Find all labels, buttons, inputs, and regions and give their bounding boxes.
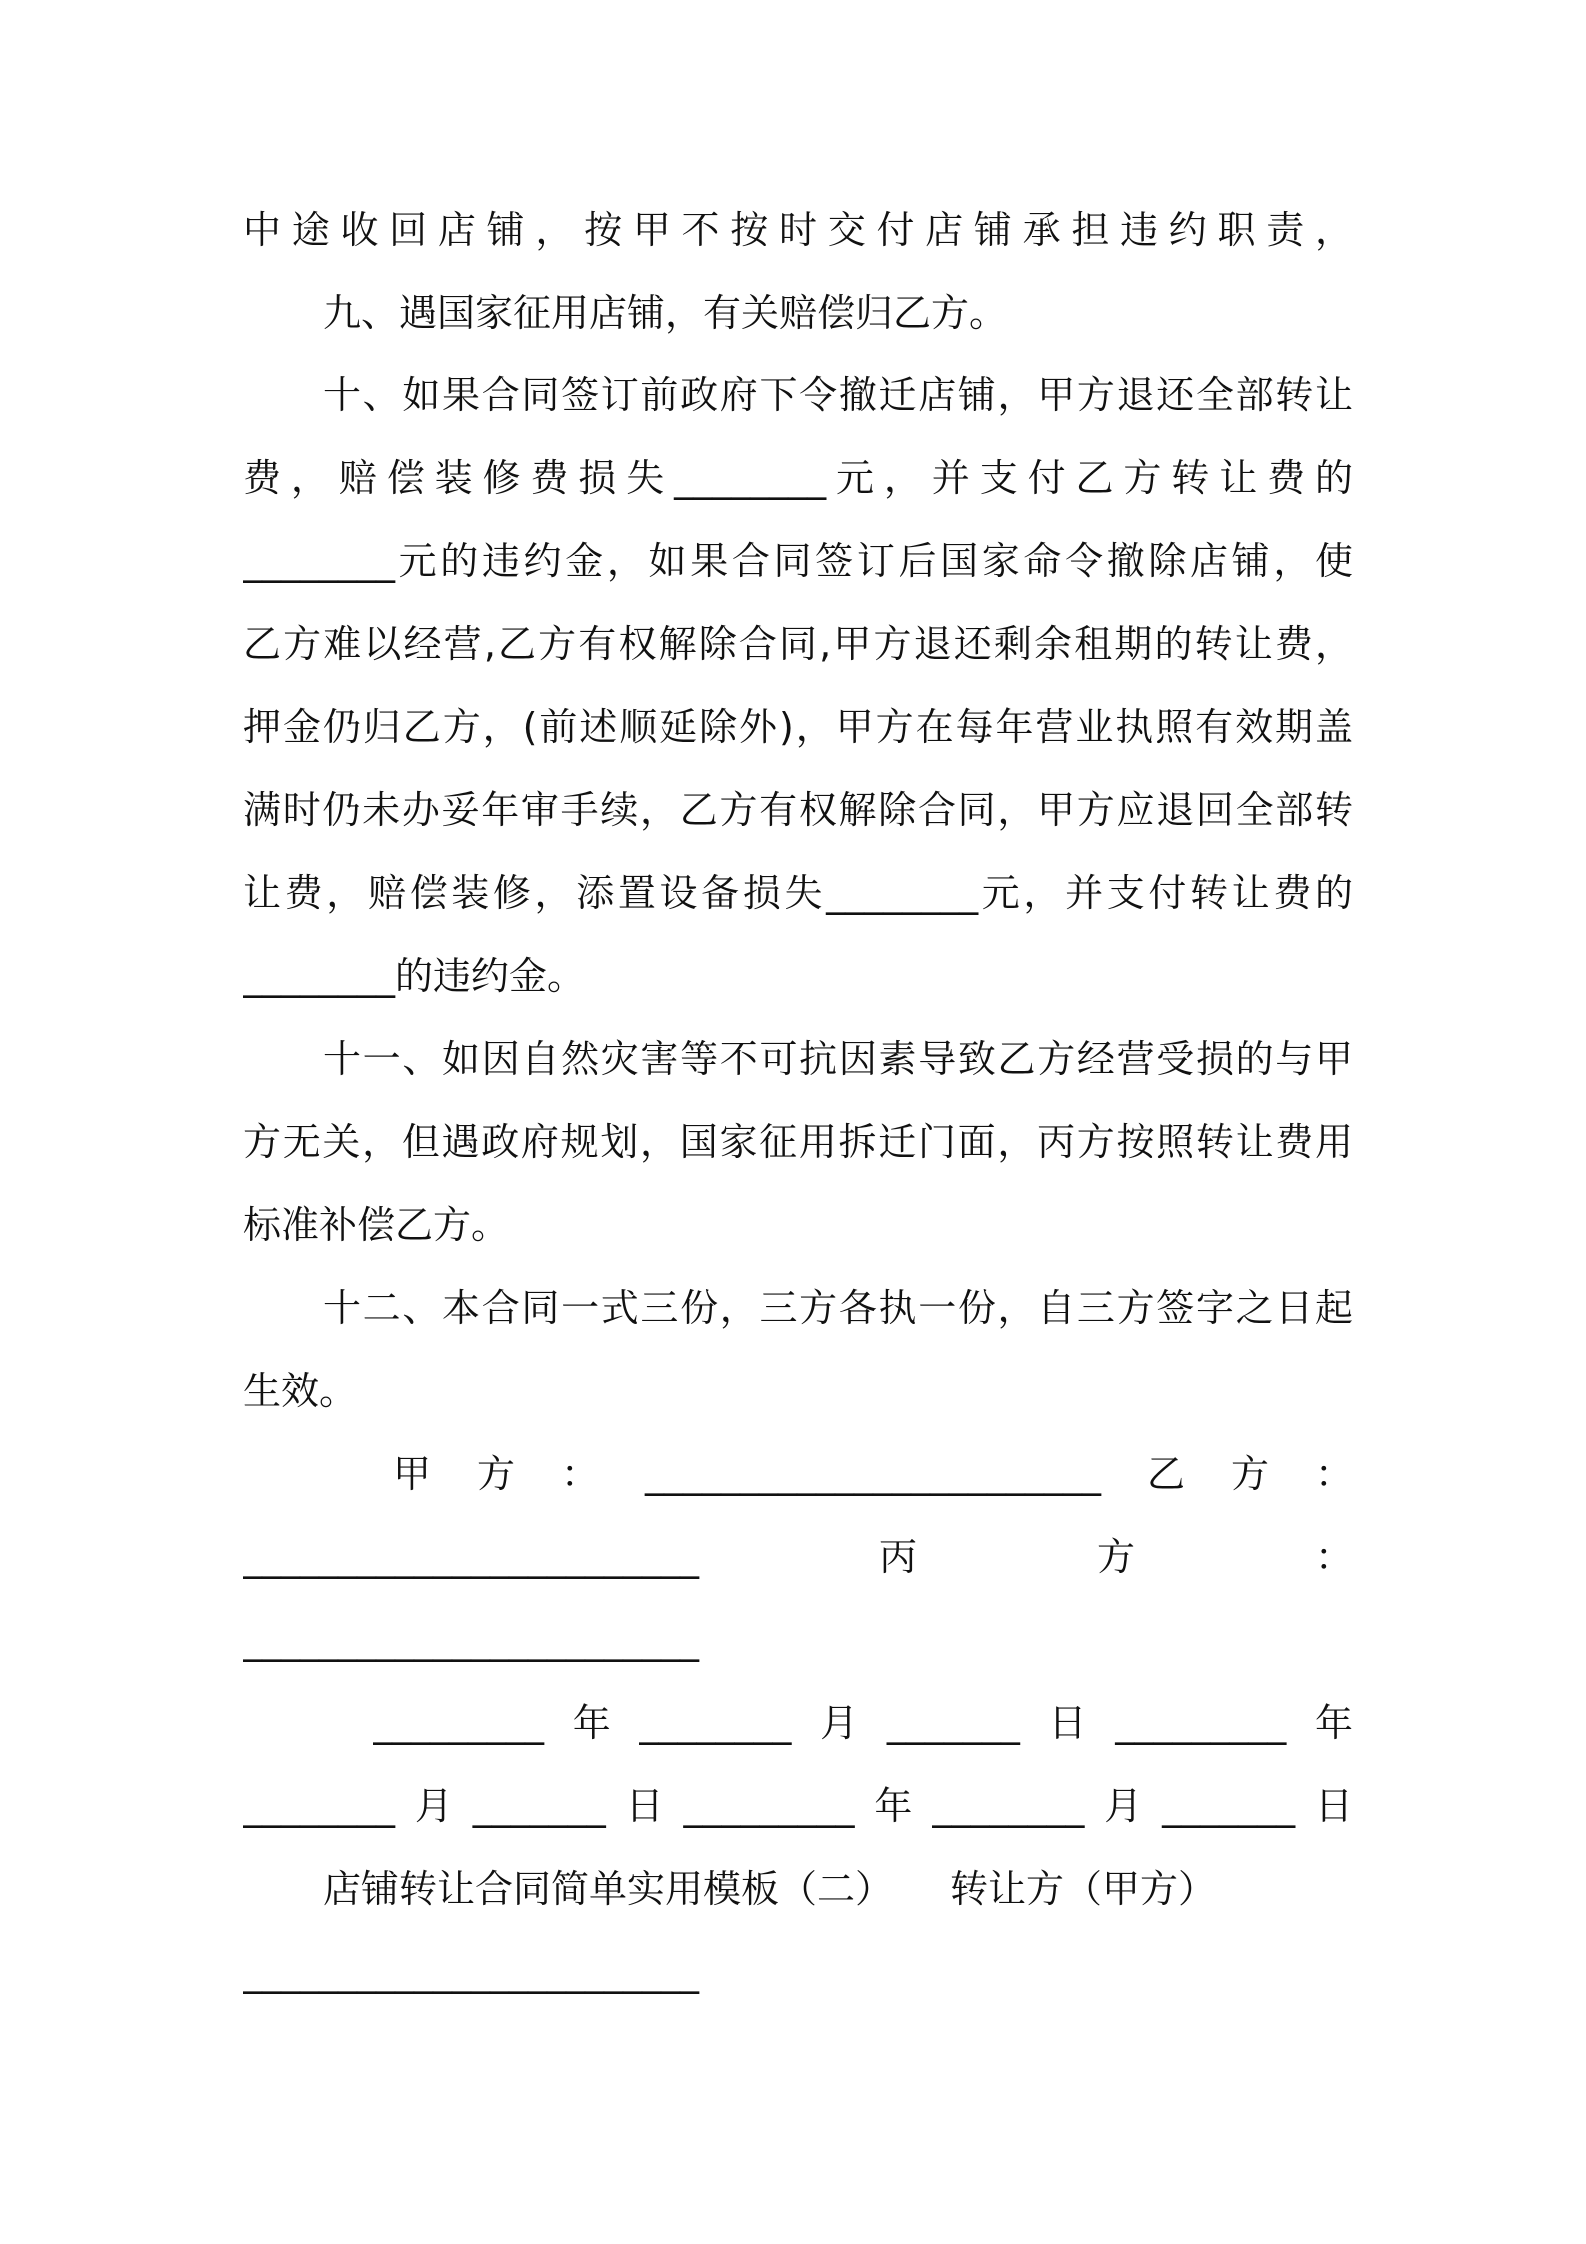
paragraph-line-1: 中途收回店铺，按甲不按时交付店铺承担违约职责， [243, 208, 1353, 252]
date-line-1: _________年________月_______日_________年 [373, 1701, 1353, 1745]
clause-10-line-7: 让费，赔偿装修，添置设备损失________元，并支付转让费的 [243, 871, 1353, 915]
signature-party-c: ________________________丙方： [243, 1535, 1353, 1579]
clause-10-line-6: 满时仍未办妥年审手续，乙方有权解除合同，甲方应退回全部转 [243, 788, 1353, 832]
clause-11-line-3: 标准补偿乙方。 [243, 1203, 510, 1247]
clause-12-line-1: 十二、本合同一式三份，三方各执一份，自三方签字之日起 [323, 1286, 1353, 1330]
template-two-heading: 店铺转让合同简单实用模板（二） 转让方（甲方） [323, 1867, 1217, 1911]
clause-10-line-4: 乙方难以经营,乙方有权解除合同,甲方退还剩余租期的转让费， [243, 622, 1353, 666]
clause-11-line-1: 十一、如因自然灾害等不可抗因素导致乙方经营受损的与甲 [323, 1037, 1353, 1081]
clause-10-line-8: ________的违约金。 [243, 954, 586, 998]
date-line-2: ________月_______日_________年________月_______日 [243, 1784, 1353, 1828]
clause-12-line-2: 生效。 [243, 1369, 358, 1413]
signature-party-c-blank: ________________________ [243, 1618, 699, 1662]
clause-9-line-1: 九、遇国家征用店铺，有关赔偿归乙方。 [323, 291, 1008, 335]
clause-10-line-1: 十、如果合同签订前政府下令撤迁店铺，甲方退还全部转让 [323, 373, 1353, 417]
clause-11-line-2: 方无关，但遇政府规划，国家征用拆迁门面，丙方按照转让费用 [243, 1120, 1353, 1164]
signature-party-a-b: 甲方：________________________乙方： [393, 1452, 1353, 1496]
transferor-blank: ________________________ [243, 1950, 699, 1994]
clause-10-line-3: ________元的违约金，如果合同签订后国家命令撤除店铺，使 [243, 539, 1353, 583]
clause-10-line-5: 押金仍归乙方，(前述顺延除外)，甲方在每年营业执照有效期盖 [243, 705, 1353, 749]
clause-10-line-2: 费，赔偿装修费损失________元，并支付乙方转让费的 [243, 456, 1353, 500]
